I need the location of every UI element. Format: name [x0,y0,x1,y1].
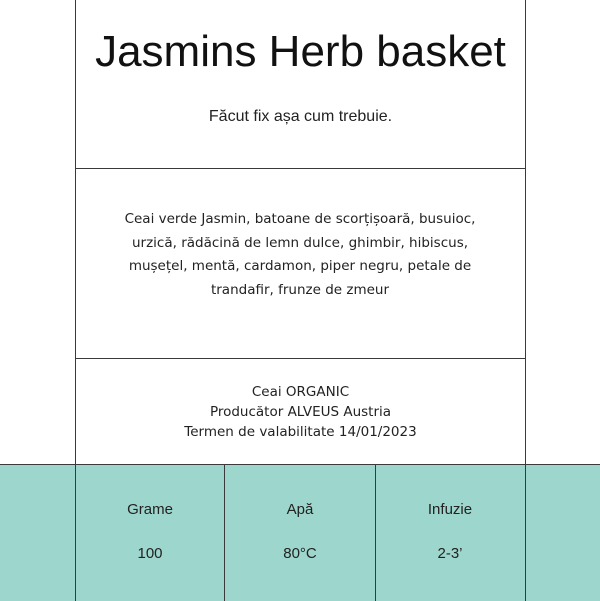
expiry-label: Termen de valabilitate 14/01/2023 [184,424,417,440]
band-divider [525,465,526,601]
spec-weight-value: 100 [137,545,163,562]
product-tagline: Făcut fix așa cum trebuie. [208,108,393,125]
spec-infusion-value: 2-3’ [437,545,463,562]
divider-ingredients [75,358,525,359]
spec-weight [75,465,225,601]
spec-water [225,465,375,601]
spec-infusion-label: Infuzie [427,501,473,518]
product-title: Jasmins Herb basket [95,27,506,76]
producer-label: Producător ALVEUS Austria [209,404,392,420]
spec-weight-label: Grame [127,501,173,518]
product-info [76,382,525,442]
right-border [525,0,526,464]
organic-label: Ceai ORGANIC [251,384,350,400]
ingredients-text: Ceai verde Jasmin, batoane de scorțișoară, busuioc, urzică, rădăcină de lemn dulce, ghimbir, hibiscus, mușețel, mentă, cardamon, piper negru, petale de trandafir, frunze de zmeur [124,211,476,298]
spec-water-label: Apă [286,501,314,518]
spec-water-value: 80°C [283,545,317,562]
specs-band [0,464,600,601]
divider-header [75,168,525,169]
spec-infusion [375,465,525,601]
